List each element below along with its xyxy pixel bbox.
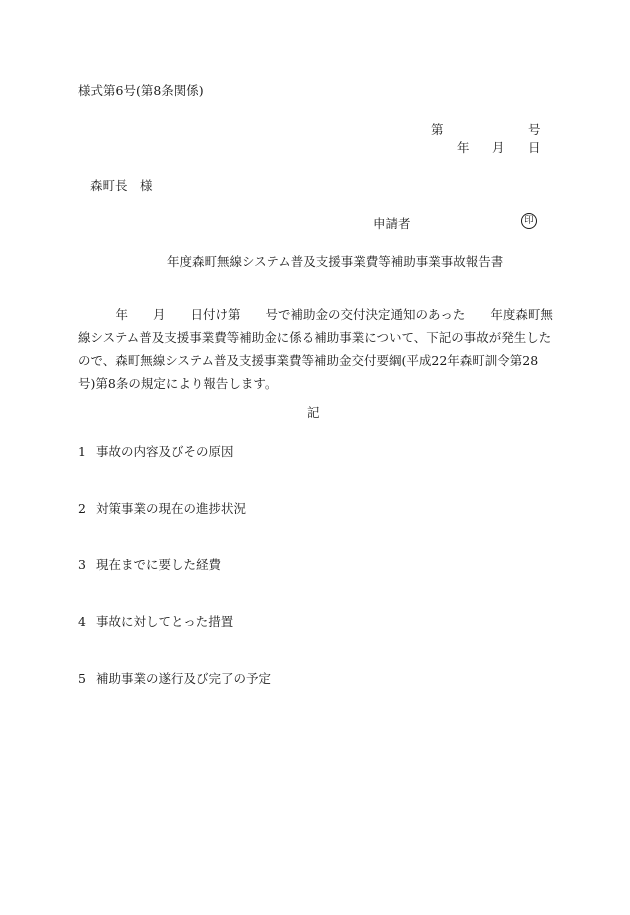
list-item-text: 現在までに要した経費 — [96, 557, 222, 572]
form-number-label: 様式第6号(第8条関係) — [78, 83, 204, 98]
document-title: 年度森町無線システム普及支援事業費等補助事業事故報告書 — [167, 254, 504, 269]
list-item — [78, 446, 234, 459]
date-month-label: 月 — [492, 140, 505, 155]
list-item-text: 補助事業の遂行及び完了の予定 — [96, 671, 272, 686]
list-item — [78, 559, 221, 572]
list-item-text: 事故に対してとった措置 — [96, 614, 234, 629]
document-number-prefix: 第 — [431, 122, 444, 137]
body-paragraph: 年 月 日付け第 号で補助金の交付決定通知のあった 年度森町無線システム普及支援事業費等補助金に係る補助事業について、下記の事故が発生したので、森町無線システム普及支援事業費等補助金交付要綱(平成22年森町訓令第28号)第8条の規定により報告します。 — [78, 307, 553, 391]
date-day-label: 日 — [528, 140, 541, 155]
list-item-number: 2 — [78, 501, 86, 516]
list-item-number: 5 — [78, 671, 86, 686]
list-item-number: 4 — [78, 614, 86, 629]
list-item-text: 対策事業の現在の進捗状況 — [96, 501, 247, 516]
list-item — [78, 503, 246, 516]
list-item — [78, 616, 233, 629]
applicant-label: 申請者 — [373, 216, 411, 231]
list-item-number: 1 — [78, 444, 86, 459]
list-item-number: 3 — [78, 557, 86, 572]
document-number-suffix: 号 — [528, 122, 541, 137]
list-item-text: 事故の内容及びその原因 — [96, 444, 234, 459]
date-year-label: 年 — [457, 140, 470, 155]
seal-mark: 印 — [521, 213, 537, 229]
list-item — [78, 673, 271, 686]
addressee: 森町長 様 — [90, 178, 153, 193]
ki-heading: 記 — [307, 405, 320, 420]
